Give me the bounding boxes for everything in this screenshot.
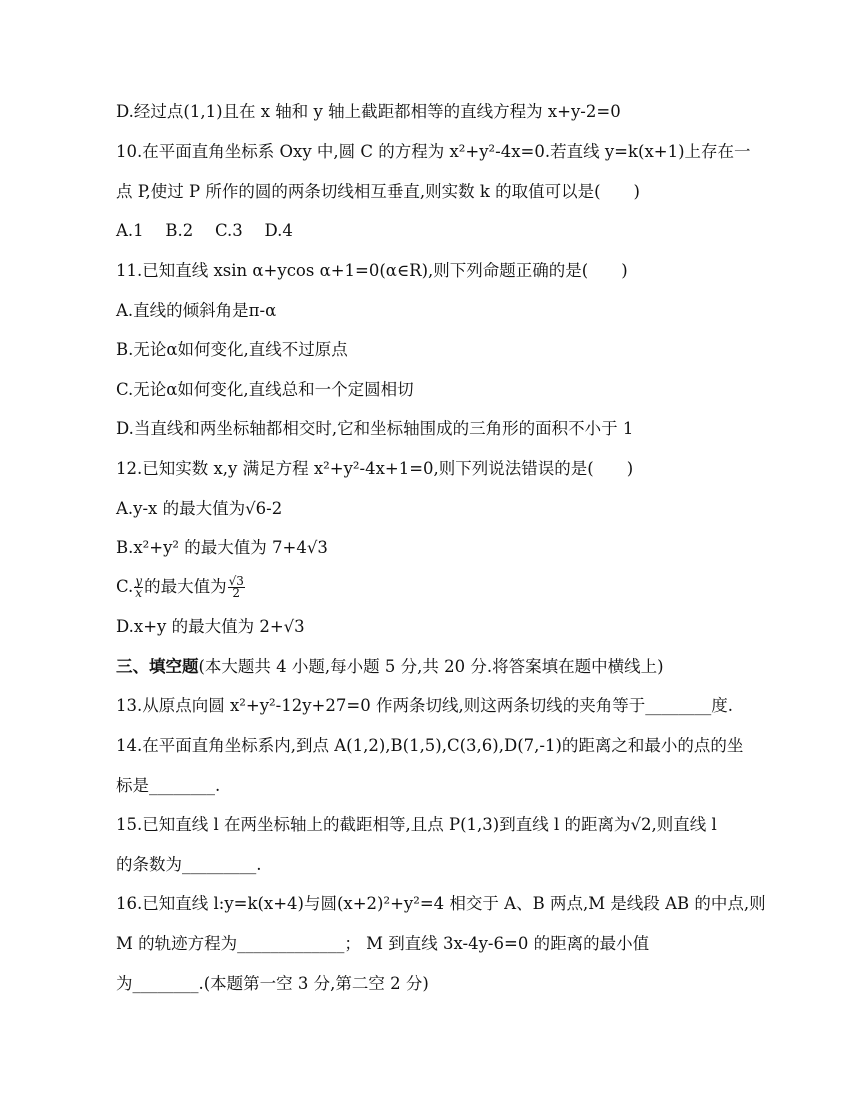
q10-stem-line2: 点 P,使过 P 所作的圆的两条切线相互垂直,则实数 k 的取值可以是( ) [116,182,640,201]
q15-stem-line1: 15.已知直线 l 在两坐标轴上的截距相等,且点 P(1,3)到直线 l 的距离为√2,则直线 l [116,815,717,834]
fraction-y-over-x [134,576,143,599]
q10-stem-line1: 10.在平面直角坐标系 Oxy 中,圆 C 的方程为 x²+y²-4x=0.若直线 y=k(x+1)上存在一 [116,142,751,161]
fraction-denominator: 2 [232,586,241,600]
q11-stem: 11.已知直线 xsin α+ycos α+1=0(α∈R),则下列命题正确的是( ) [116,261,628,280]
q11-option-c: C.无论α如何变化,直线总和一个定圆相切 [116,380,414,399]
q16-stem-line3: 为________.(本题第一空 3 分,第二空 2 分) [116,974,429,993]
q12-option-d: D.x+y 的最大值为 2+√3 [116,617,305,636]
q14-stem-line2: 标是________. [116,776,221,795]
q9-option-d: D.经过点(1,1)且在 x 轴和 y 轴上截距都相等的直线方程为 x+y-2=0 [116,102,621,121]
q12-option-c-prefix: C. [116,577,134,596]
q10-options: A.1 B.2 C.3 D.4 [116,221,293,240]
q11-option-a: A.直线的倾斜角是π-α [116,301,277,320]
q12-option-a: A.y-x 的最大值为√6-2 [116,499,283,518]
section-title: 三、填空题 [116,657,199,676]
q16-stem-line1: 16.已知直线 l:y=k(x+4)与圆(x+2)²+y²=4 相交于 A、B 两点,M 是线段 AB 的中点,则 [116,894,766,913]
fraction-numerator: y [135,574,143,588]
q12-stem: 12.已知实数 x,y 满足方程 x²+y²-4x+1=0,则下列说法错误的是( ) [116,459,634,478]
section-instructions: (本大题共 4 小题,每小题 5 分,共 20 分.将答案填在题中横线上) [198,657,664,676]
q12-option-c [116,576,246,599]
fraction-numerator: √3 [228,574,244,588]
q15-stem-line2: 的条数为_________. [116,855,262,874]
q16-stem-line2: M 的轨迹方程为_____________； M 到直线 3x-4y-6=0 的距离的最小值 [116,934,650,953]
q14-stem-line1: 14.在平面直角坐标系内,到点 A(1,2),B(1,5),C(3,6),D(7,-1)的距离之和最小的点的坐 [116,736,744,755]
q13-stem: 13.从原点向圆 x²+y²-12y+27=0 作两条切线,则这两条切线的夹角等于________度. [116,696,733,715]
fraction-sqrt3-over-2 [228,576,245,599]
fraction-denominator: x [135,586,143,600]
q12-option-c-text: 的最大值为 [144,577,227,596]
q11-option-d: D.当直线和两坐标轴都相交时,它和坐标轴围成的三角形的面积不小于 1 [116,419,634,438]
q11-option-b: B.无论α如何变化,直线不过原点 [116,340,348,359]
section-heading [116,656,664,678]
q12-option-b: B.x²+y² 的最大值为 7+4√3 [116,538,328,557]
